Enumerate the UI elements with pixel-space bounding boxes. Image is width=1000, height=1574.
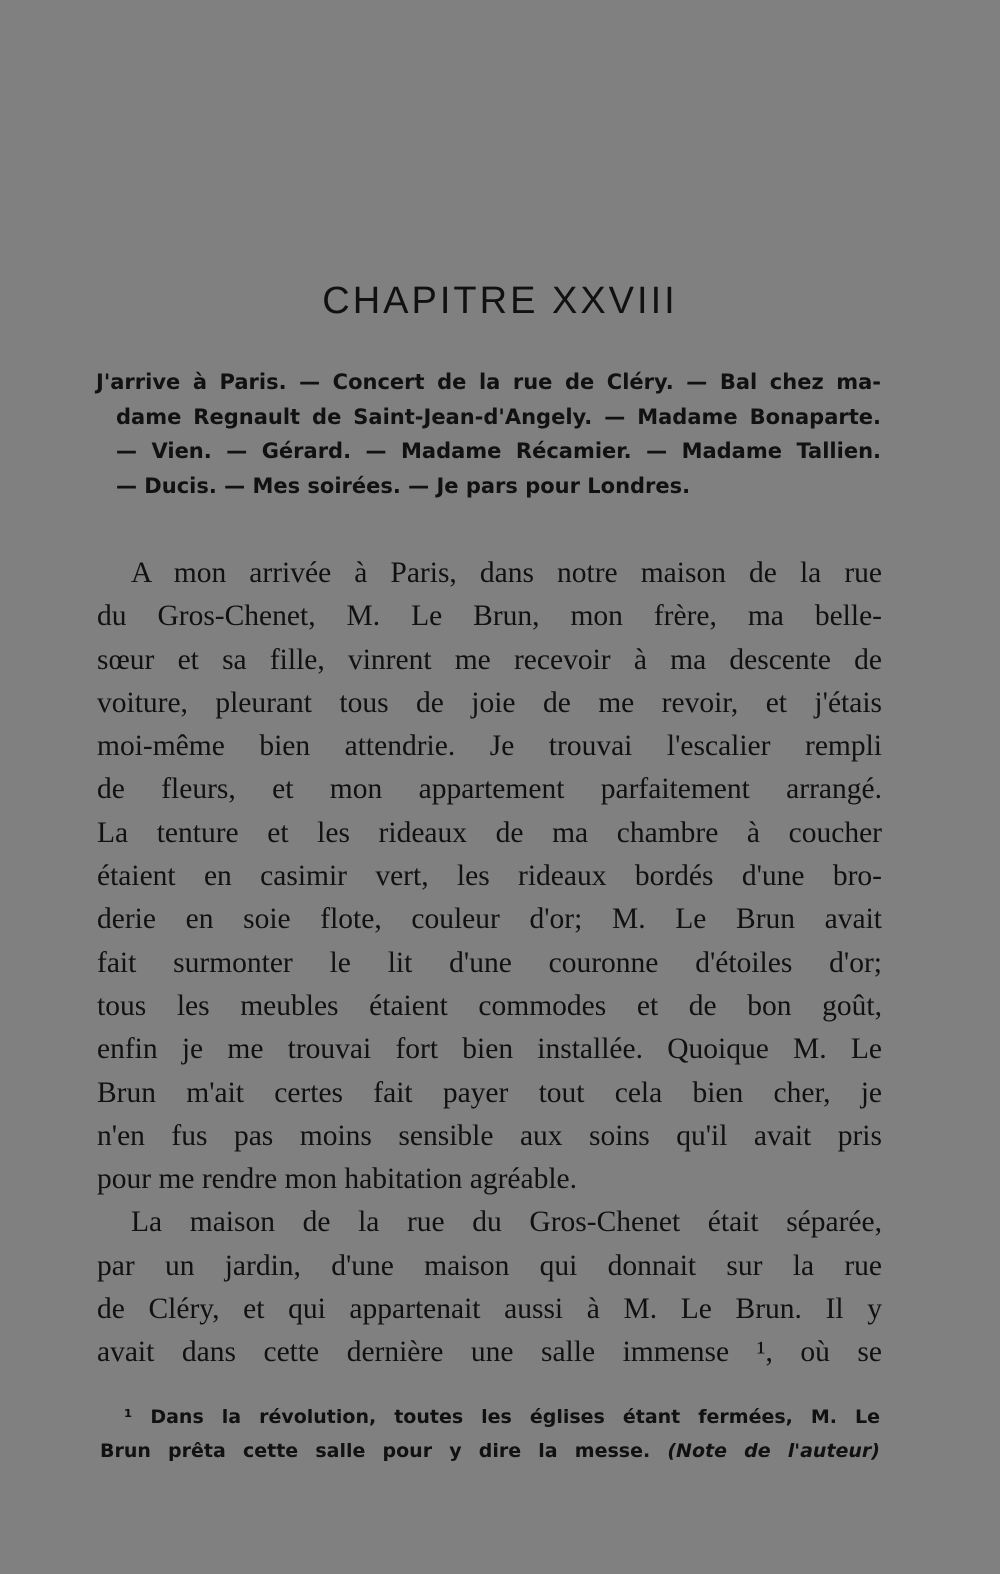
footnote-author-note: (Note de l'auteur) [667,1440,880,1462]
body-line: fait surmonter le lit d'une couronne d'étoiles d'or; [97,946,882,979]
body-line: La tenture et les rideaux de ma chambre à coucher [97,816,882,849]
body-line: du Gros-Chenet, M. Le Brun, mon frère, ma belle- [97,600,882,633]
footnote-text: Brun prêta cette salle pour y dire la messe. [100,1440,651,1462]
body-line: A mon arrivée à Paris, dans notre maison de la rue [131,557,882,589]
body-line: voiture, pleurant tous de joie de me revoir, et j'étais [97,686,882,719]
chapter-title: CHAPITRE XXVIII [322,280,678,322]
summary-line: — Ducis. — Mes soirées. — Je pars pour Londres. [116,473,691,498]
body-line: par un jardin, d'une maison qui donnait sur la rue [97,1249,882,1282]
footnote [100,1400,880,1468]
footnote-line [100,1434,880,1468]
chapter-summary [96,365,881,503]
body-line: enfin je me trouvai fort bien installée. Quoique M. Le [97,1033,882,1066]
body-line: étaient en casimir vert, les rideaux bordés d'une bro- [97,860,882,893]
summary-line: J'arrive à Paris. — Concert de la rue de Cléry. — Bal chez ma- [96,370,881,394]
body-line: Brun m'ait certes fait payer tout cela bien cher, je [97,1076,882,1109]
summary-line: — Vien. — Gérard. — Madame Récamier. — Madame Tallien. [116,439,881,463]
body-line: de fleurs, et mon appartement parfaitement arrangé. [97,773,882,806]
summary-line: dame Regnault de Saint-Jean-d'Angely. — Madame Bonaparte. [116,404,881,429]
body-line: n'en fus pas moins sensible aux soins qu'il avait pris [97,1119,882,1152]
body-line: avait dans cette dernière une salle immense ¹, où se [97,1336,882,1369]
body-line: derie en soie flote, couleur d'or; M. Le Brun avait [97,903,882,936]
body-line: de Cléry, et qui appartenait aussi à M. Le Brun. Il y [97,1293,882,1326]
body-line: sœur et sa fille, vinrent me recevoir à ma descente de [97,643,882,676]
body-text [97,552,882,1375]
body-line: pour me rendre mon habitation agréable. [97,1163,578,1196]
footnote-line: ¹ Dans la révolution, toutes les églises étant fermées, M. Le [124,1406,880,1428]
body-line: moi-même bien attendrie. Je trouvai l'escalier rempli [97,730,882,763]
body-line: La maison de la rue du Gros-Chenet était séparée, [131,1206,882,1239]
body-line: tous les meubles étaient commodes et de bon goût, [97,989,882,1022]
